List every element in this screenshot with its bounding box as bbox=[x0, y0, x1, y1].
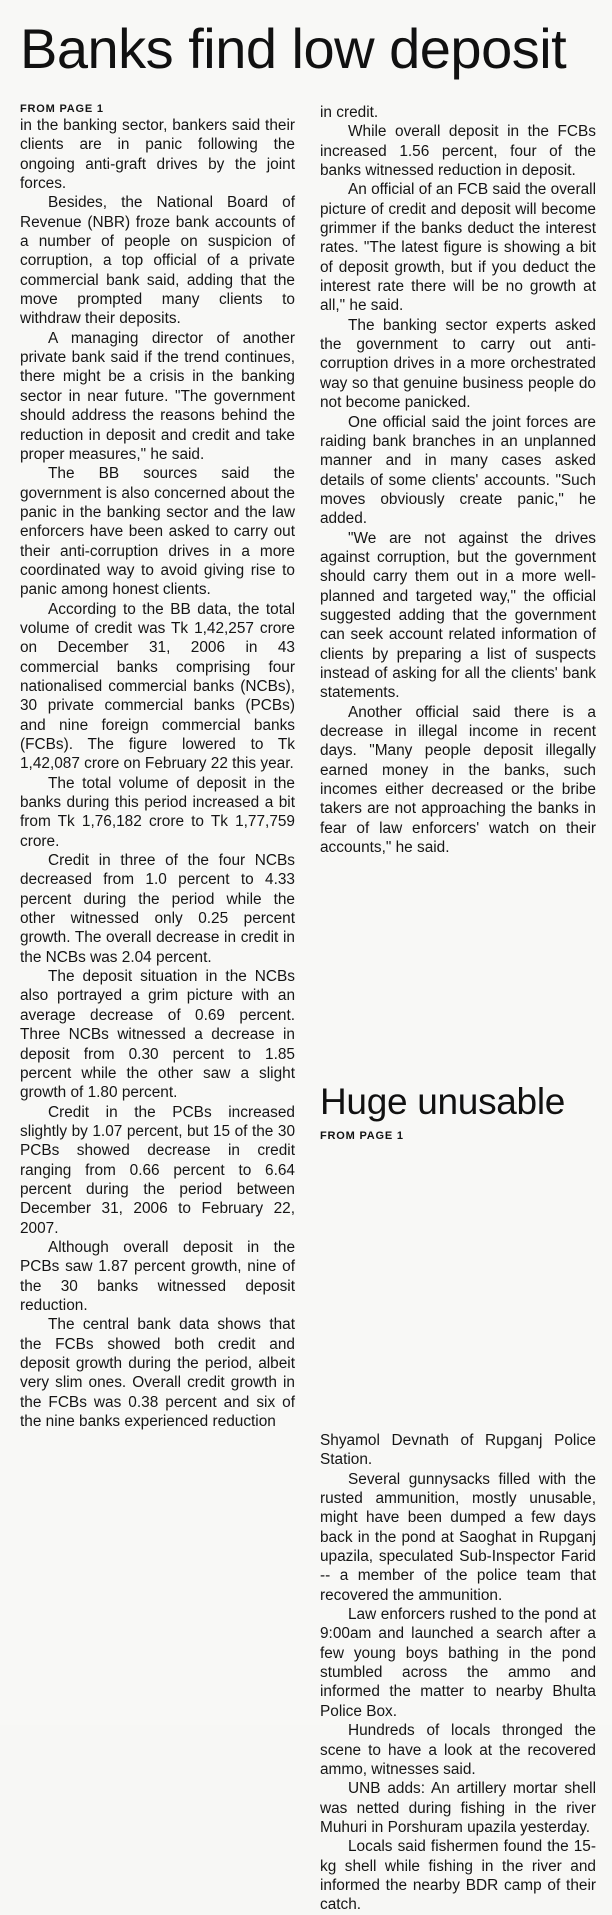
body-paragraph: One official said the joint forces are raiding bank branches in an unplanned manner and in many cases asked details of some clients' accounts. "Such moves obviously create panic," he added. bbox=[320, 413, 596, 528]
body-paragraph: Locals said fishermen found the 15-kg shell while fishing in the river and informed the nearby BDR camp of their catch. bbox=[320, 1838, 596, 1914]
body-paragraph: Several gunnysacks filled with the rusted ammunition, mostly unusable, might have been dumped a few days back in the pond at Saoghat in Rupganj upazila, speculated Sub-Inspector Farid -- a member of the police team that recovered the ammunition. bbox=[320, 1470, 596, 1604]
body-paragraph: The central bank data shows that the FCBs showed both credit and deposit growth during the period, albeit very slim ones. Overall credit growth in the FCBs was 0.38 percent and six of the nine banks experienced reduction bbox=[20, 1316, 295, 1431]
story-left-column bbox=[20, 103, 295, 1431]
body-paragraph: A managing director of another private bank said if the trend continues, there might be a crisis in the banking sector in near future. "The government should address the reasons behind the reduction in deposit and credit and take proper measures," he said. bbox=[20, 329, 295, 463]
story-right-column bbox=[320, 103, 596, 857]
body-paragraph: Besides, the National Board of Revenue (NBR) froze bank accounts of a number of people on suspicion of corruption, a top official of a private commercial bank said, adding that the move prompted many clients to withdraw their deposits. bbox=[20, 194, 295, 328]
second-story-headline: Huge unusable bbox=[320, 1081, 566, 1122]
body-paragraph: Law enforcers rushed to the pond at 9:00am and launched a search after a few young boys bathing in the pond stumbled across the ammo and informed the matter to nearby Bhulta Police Box. bbox=[320, 1606, 596, 1720]
body-paragraph: UNB adds: An artillery mortar shell was netted during fishing in the river Muhuri in Porshuram upazila yesterday. bbox=[320, 1780, 596, 1836]
story-headline: Banks find low deposit bbox=[20, 17, 567, 80]
body-paragraph: "We are not against the drives against corruption, but the government should carry them out in a more well-planned and targeted way," the official suggested adding that the government can seek account related information of clients by preparing a list of suspects instead of asking for all the clients' bank statements. bbox=[320, 529, 596, 702]
second-story-column bbox=[320, 1431, 596, 1915]
body-paragraph: Hundreds of locals thronged the scene to have a look at the recovered ammo, witnesses said. bbox=[320, 1722, 596, 1778]
body-paragraph: in credit. bbox=[320, 104, 379, 121]
body-paragraph: The banking sector experts asked the government to carry out anti-corruption drives in a more orchestrated way so that genuine business people do not become panicked. bbox=[320, 316, 596, 412]
body-paragraph: According to the BB data, the total volume of credit was Tk 1,42,257 crore on December 31, 2006 in 43 commercial banks comprising four nationalised commercial banks (NCBs), 30 private commercial banks (PCBs) and nine foreign commercial banks (FCBs). The figure lowered to Tk 1,42,087 crore on February 22 this year. bbox=[20, 600, 295, 773]
body-paragraph: Credit in three of the four NCBs decreased from 1.0 percent to 4.33 percent during the period while the other witnessed only 0.25 percent growth. The overall decrease in credit in the NCBs was 2.04 percent. bbox=[20, 852, 295, 966]
body-paragraph: Credit in the PCBs increased slightly by 1.07 percent, but 15 of the 30 PCBs showed decrease in credit ranging from 0.66 percent to 6.64 percent during the period between December 31, 2006 to February 22, 2007. bbox=[20, 1103, 295, 1237]
body-paragraph: The total volume of deposit in the banks during this period increased a bit from Tk 1,76,182 crore to Tk 1,77,759 crore. bbox=[20, 774, 295, 850]
story-kicker: FROM PAGE 1 bbox=[20, 103, 104, 115]
body-paragraph: Shyamol Devnath of Rupganj Police Station. bbox=[320, 1432, 596, 1469]
body-paragraph: The deposit situation in the NCBs also portrayed a grim picture with an average decrease of 0.69 percent. Three NCBs witnessed a decrease in deposit from 0.30 percent to 1.85 percent while the other saw a slight growth of 1.80 percent. bbox=[20, 968, 295, 1102]
body-paragraph: Although overall deposit in the PCBs saw 1.87 percent growth, nine of the 30 banks witnessed deposit reduction. bbox=[20, 1238, 295, 1314]
body-paragraph: The BB sources said the government is also concerned about the panic in the banking sector and the law enforcers have been asked to carry out their anti-corruption drives in a more coordinated way to avoid giving rise to panic among honest clients. bbox=[20, 465, 295, 599]
body-paragraph: Another official said there is a decrease in illegal income in recent days. "Many people deposit illegally earned money in the banks, such incomes either decreased or the bribe takers are not approaching the banks in fear of law enforcers' watch on their accounts," he said. bbox=[320, 703, 596, 857]
body-paragraph: While overall deposit in the FCBs increased 1.56 percent, four of the banks witnessed reduction in deposit. bbox=[320, 123, 596, 180]
second-story-kicker: FROM PAGE 1 bbox=[320, 1130, 404, 1142]
body-paragraph: in the banking sector, bankers said their clients are in panic following the ongoing anti-graft drives by the joint forces. bbox=[20, 117, 295, 193]
body-paragraph: An official of an FCB said the overall picture of credit and deposit will become grimmer if the banks deduct the interest rates. "The latest figure is showing a bit of deposit growth, but if you deduct the interest rate there will be no growth at all," he said. bbox=[320, 181, 596, 315]
